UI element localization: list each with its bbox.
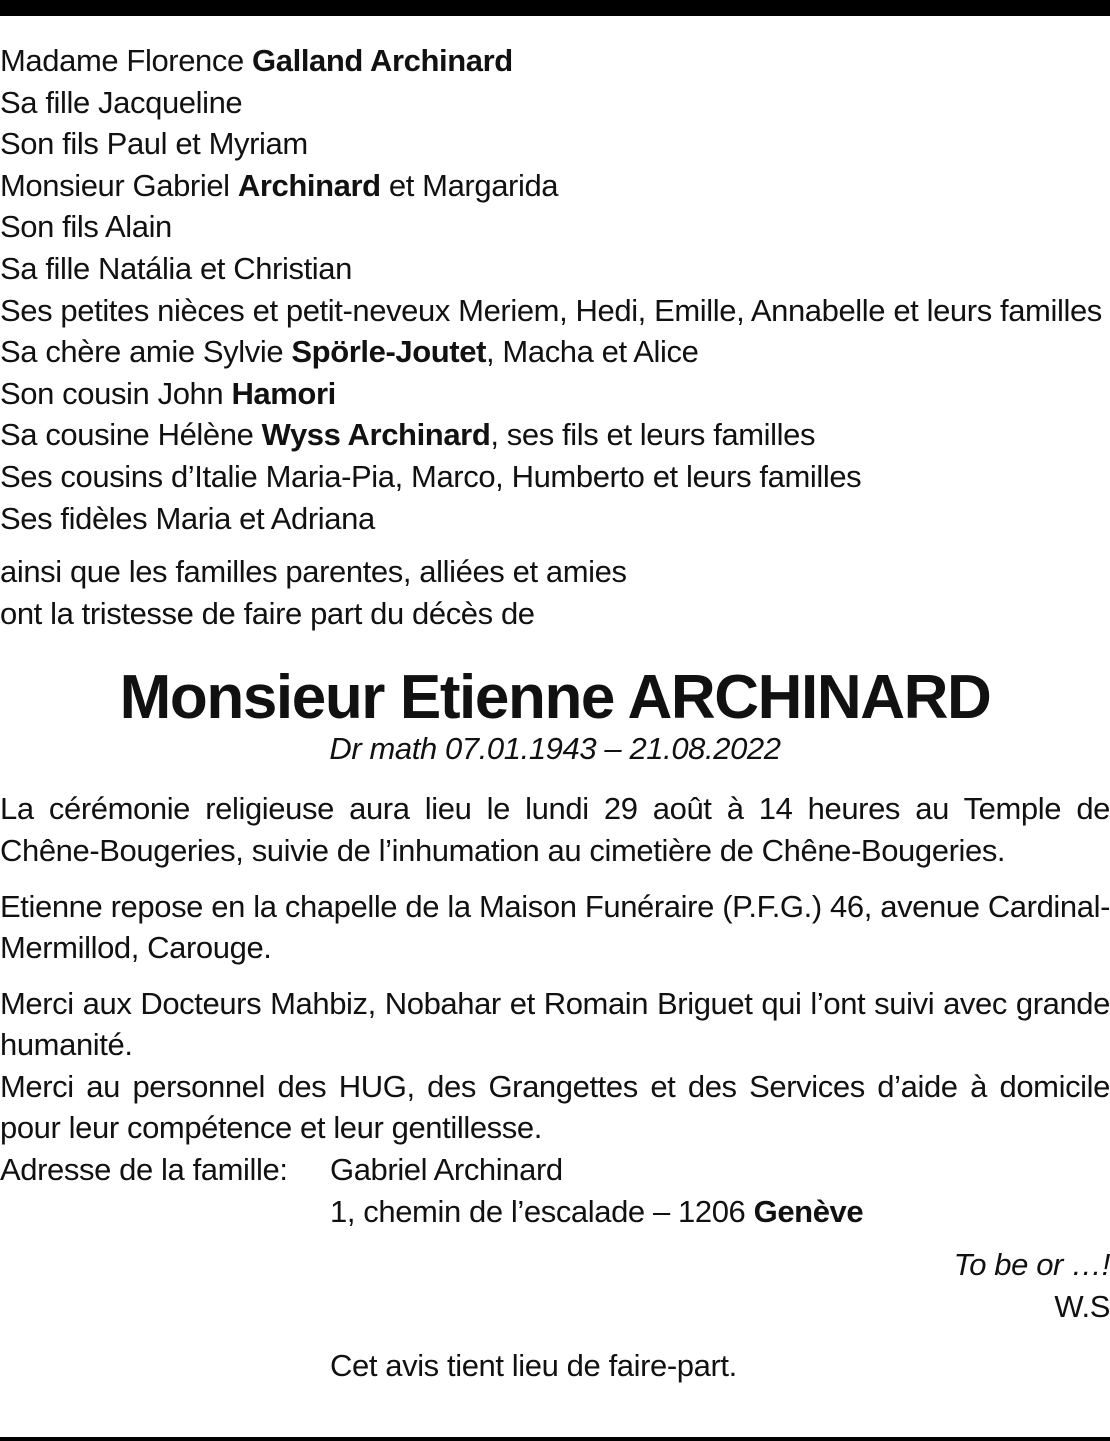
closing-note: Cet avis tient lieu de faire-part. bbox=[330, 1348, 737, 1384]
family-line: Ses fidèles Maria et Adriana bbox=[0, 500, 375, 536]
bottom-rule bbox=[0, 1437, 1110, 1441]
family-line: Monsieur Gabriel Archinard et Margarida bbox=[0, 167, 559, 203]
family-line: Ses petites nièces et petit-neveux Meriem, Hedi, Emille, Annabelle et leurs familles bbox=[0, 292, 1102, 328]
top-rule bbox=[0, 0, 1110, 16]
quote-author: W.S bbox=[1054, 1288, 1110, 1324]
spacer bbox=[0, 539, 1110, 551]
address-name: Gabriel Archinard bbox=[330, 1152, 563, 1188]
family-line: Son cousin John Hamori bbox=[0, 375, 336, 411]
repose-paragraph: Etienne repose en la chapelle de la Maison Funéraire (P.F.G.) 46, avenue Cardinal-Mermillod, Carouge. bbox=[0, 888, 1110, 966]
intro-line: ont la tristesse de faire part du décès de bbox=[0, 595, 535, 631]
address-label: Adresse de la famille: bbox=[0, 1152, 288, 1188]
family-line: Sa cousine Hélène Wyss Archinard, ses fils et leurs familles bbox=[0, 417, 816, 453]
address-city: Genève bbox=[753, 1193, 864, 1229]
ceremony-paragraph: La cérémonie religieuse aura lieu le lundi 29 août à 14 heures au Temple de Chêne-Bougeries, suivie de l’inhumation au cimetière de Chêne-Bougeries. bbox=[0, 791, 1110, 868]
family-list bbox=[0, 40, 1110, 539]
deceased-name: Monsieur Etienne ARCHINARD bbox=[119, 663, 991, 733]
obituary-notice bbox=[0, 40, 1110, 1387]
quote-block bbox=[0, 1244, 1110, 1327]
family-line: Son fils Paul et Myriam bbox=[0, 126, 308, 162]
family-line: Sa fille Jacqueline bbox=[0, 84, 243, 120]
family-line: Sa chère amie Sylvie Spörle-Joutet, Macha et Alice bbox=[0, 334, 699, 370]
deceased-subtitle: Dr math 07.01.1943 – 21.08.2022 bbox=[329, 731, 781, 767]
family-line: Son fils Alain bbox=[0, 209, 172, 245]
family-line: Sa fille Natália et Christian bbox=[0, 250, 352, 286]
family-line: Madame Florence Galland Archinard bbox=[0, 43, 513, 78]
quote-text: To be or …! bbox=[953, 1247, 1110, 1283]
family-line: Ses cousins d’Italie Maria-Pia, Marco, Humberto et leurs familles bbox=[0, 458, 862, 494]
intro-line: ainsi que les familles parentes, alliées et amies bbox=[0, 554, 627, 590]
address-street: 1, chemin de l’escalade – 1206 Genève bbox=[330, 1193, 864, 1229]
announcement-intro bbox=[0, 551, 1110, 634]
thanks-staff-paragraph: Merci au personnel des HUG, des Grangettes et des Services d’aide à domicile pour leur compétence et leur gentillesse. bbox=[0, 1068, 1110, 1146]
thanks-doctors-paragraph: Merci aux Docteurs Mahbiz, Nobahar et Romain Briguet qui l’ont suivi avec grande humanité. bbox=[0, 985, 1110, 1063]
family-address bbox=[0, 1149, 1110, 1191]
